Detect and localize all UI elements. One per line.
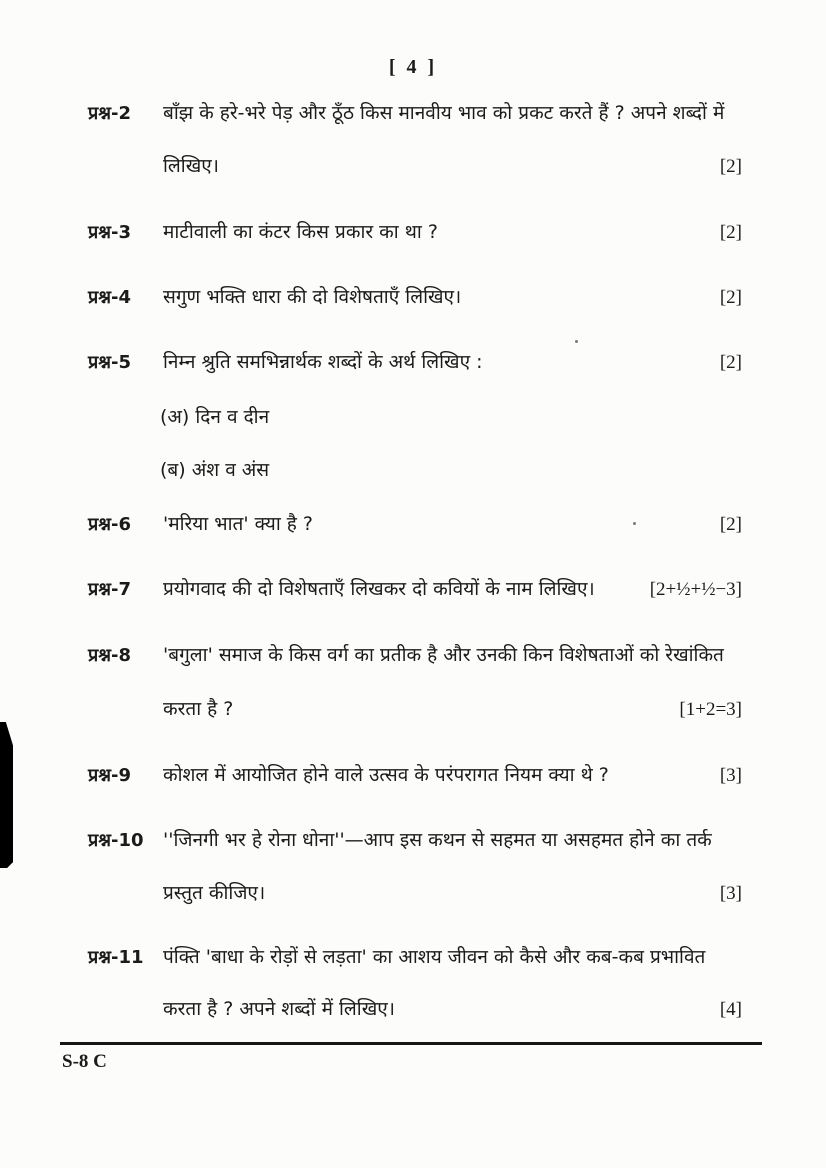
- question-5-text: निम्न श्रुति समभिन्नार्थक शब्दों के अर्थ लिखिए :: [163, 351, 483, 373]
- question-5-subitem-a-text: (अ) दिन व दीन: [160, 406, 270, 428]
- question-8-row-2: [88, 696, 742, 723]
- question-11-row-2: [88, 996, 742, 1023]
- question-9-text: कोशल में आयोजित होने वाले उत्सव के परंपरागत नियम क्या थे ?: [163, 764, 609, 786]
- question-5-row-1: [88, 349, 742, 376]
- question-6-number: प्रश्न-6: [88, 514, 131, 535]
- scan-speck: [575, 340, 578, 343]
- question-7-marks: [2+½+½−3]: [649, 579, 742, 600]
- question-4-text: सगुण भक्ति धारा की दो विशेषताएँ लिखिए।: [163, 286, 462, 308]
- question-8-text-line-2: करता है ?: [163, 698, 234, 720]
- question-2-row-1: [88, 100, 742, 127]
- question-6-marks: [2]: [719, 514, 742, 535]
- question-9-row-1: [88, 762, 742, 789]
- question-5-subitem-a: [88, 404, 742, 431]
- question-4-marks: [2]: [719, 287, 742, 308]
- question-9-marks: [3]: [719, 765, 742, 786]
- question-10-number: प्रश्न-10: [88, 830, 144, 851]
- question-9-number: प्रश्न-9: [88, 765, 131, 786]
- question-2-number: प्रश्न-2: [88, 103, 131, 124]
- question-11-number: प्रश्न-11: [88, 947, 144, 968]
- question-3-number: प्रश्न-3: [88, 222, 131, 243]
- scan-speck: [633, 522, 636, 525]
- question-11-text-line-1: पंक्ति 'बाधा के रोड़ों से लड़ता' का आशय जीवन को कैसे और कब-कब प्रभावित: [163, 946, 706, 968]
- question-2-text-line-2: लिखिए।: [163, 155, 219, 177]
- question-6-text: 'मरिया भात' क्या है ?: [163, 513, 313, 535]
- question-4-row-1: [88, 284, 742, 311]
- question-7-text: प्रयोगवाद की दो विशेषताएँ लिखकर दो कवियों के नाम लिखिए।: [163, 578, 595, 600]
- question-8-text-line-1: 'बगुला' समाज के किस वर्ग का प्रतीक है और उनकी किन विशेषताओं को रेखांकित: [163, 644, 724, 666]
- paper-code: S-8 C: [62, 1051, 107, 1072]
- question-2-text-line-1: बाँझ के हरे-भरे पेड़ और ठूँठ किस मानवीय भाव को प्रकट करते हैं ? अपने शब्दों में: [163, 102, 725, 124]
- question-2-row-2: [88, 153, 742, 180]
- question-10-text-line-2: प्रस्तुत कीजिए।: [163, 882, 266, 904]
- question-4-number: प्रश्न-4: [88, 287, 131, 308]
- question-8-number: प्रश्न-8: [88, 645, 131, 666]
- question-8-row-1: [88, 642, 742, 669]
- question-3-row-1: [88, 219, 742, 246]
- page-number: [ 4 ]: [388, 56, 438, 78]
- question-8-marks: [1+2=3]: [679, 699, 742, 720]
- question-7-row-1: [88, 576, 742, 603]
- question-11-text-line-2: करता है ? अपने शब्दों में लिखिए।: [163, 998, 395, 1020]
- question-5-subitem-b-text: (ब) अंश व अंस: [160, 459, 270, 481]
- question-7-number: प्रश्न-7: [88, 579, 131, 600]
- question-11-row-1: [88, 944, 742, 971]
- question-10-row-1: [88, 827, 742, 854]
- question-6-row-1: [88, 511, 742, 538]
- question-10-marks: [3]: [719, 883, 742, 904]
- scan-artifact-bar: [0, 722, 13, 868]
- footer-divider: [60, 1042, 762, 1045]
- question-10-text-line-1: ''जिनगी भर हे रोना धोना''—आप इस कथन से सहमत या असहमत होने का तर्क: [163, 829, 712, 851]
- question-3-text: माटीवाली का कंटर किस प्रकार का था ?: [163, 221, 438, 243]
- question-3-marks: [2]: [719, 222, 742, 243]
- question-5-number: प्रश्न-5: [88, 352, 131, 373]
- question-5-marks: [2]: [719, 352, 742, 373]
- question-10-row-2: [88, 880, 742, 907]
- question-5-subitem-b: [88, 457, 742, 484]
- question-11-marks: [4]: [719, 999, 742, 1020]
- question-2-marks: [2]: [719, 156, 742, 177]
